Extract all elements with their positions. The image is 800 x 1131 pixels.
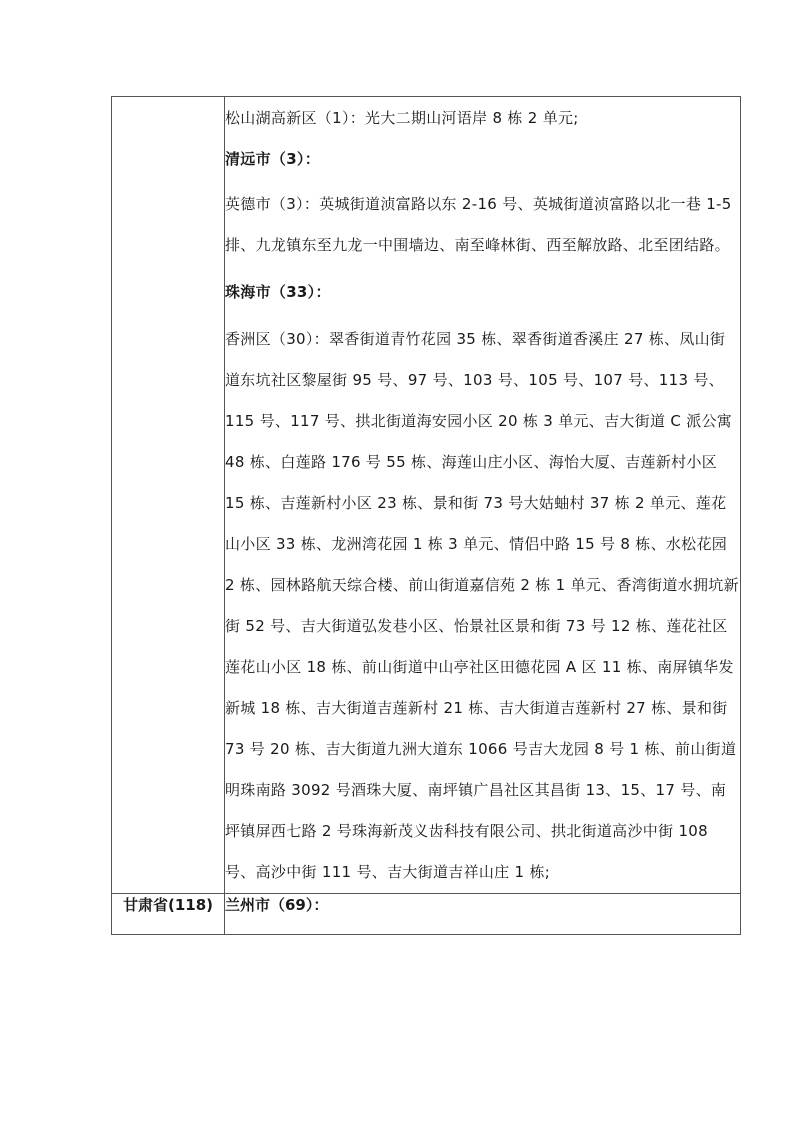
district-entry-xiangzhou: 香洲区（30）：翠香街道青竹花园 35 栋、翠香街道香溪庄 27 栋、凤山街道东坑社区黎屋街 95 号、97 号、103 号、105 号、107 号、113 号、115 号、117 号、拱北街道海安园小区 20 栋 3 单元、吉大街道 C 派公寓 48 栋、白莲路 176 号 55 栋、海莲山庄小区、海怡大厦、吉莲新村小区 15 栋、吉莲新村小区 23 栋、景和街 73 号大姑蚰村 37 栋 2 单元、莲花山小区 33 栋、龙洲湾花园 1 栋 3 单元、情侣中路 15 号 8 栋、水松花园 2 栋、园林路航天综合楼、前山街道嘉信苑 2 栋 1 单元、香湾街道水拥坑新街 52 号、吉大街道弘发巷小区、怡景社区景和街 73 号 12 栋、莲花社区莲花山小区 18 栋、前山街道中山亭社区田德花园 A 区 11 栋、南屏镇华发新城 18 栋、吉大街道吉莲新村 21 栋、吉大街道吉莲新村 27 栋、景和街 73 号 20 栋、吉大街道九洲大道东 1066 号吉大龙园 8 号 1 栋、前山街道明珠南路 3092 号酒珠大厦、南坪镇广昌社区其昌街 13、15、17 号、南坪镇屏西七路 2 号珠海新茂义齿科技有限公司、拱北街道高沙中街 108 号、高沙中街 111 号、吉大街道吉祥山庄 1 栋; [225,330,739,881]
table-row [112,894,741,935]
city-heading-qingyuan: 清远市（3）： [225,150,321,168]
district-entry-songshanhu: 松山湖高新区（1）：光大二期山河语岸 8 栋 2 单元; [225,109,579,127]
province-cell [112,97,225,894]
table-row [112,97,741,894]
district-entry-yingde: 英德市（3）：英城街道浈富路以东 2-16 号、英城街道浈富路以北一巷 1-5 排、九龙镇东至九龙一中围墙边、南至峰林街、西至解放路、北至团结路。 [225,195,732,254]
province-cell: 甘肃省(118) [112,894,225,935]
region-table [111,96,741,935]
city-heading-zhuhai: 珠海市（33）： [225,283,331,301]
city-heading-lanzhou: 兰州市（69）： [225,894,741,935]
content-cell [225,97,741,894]
